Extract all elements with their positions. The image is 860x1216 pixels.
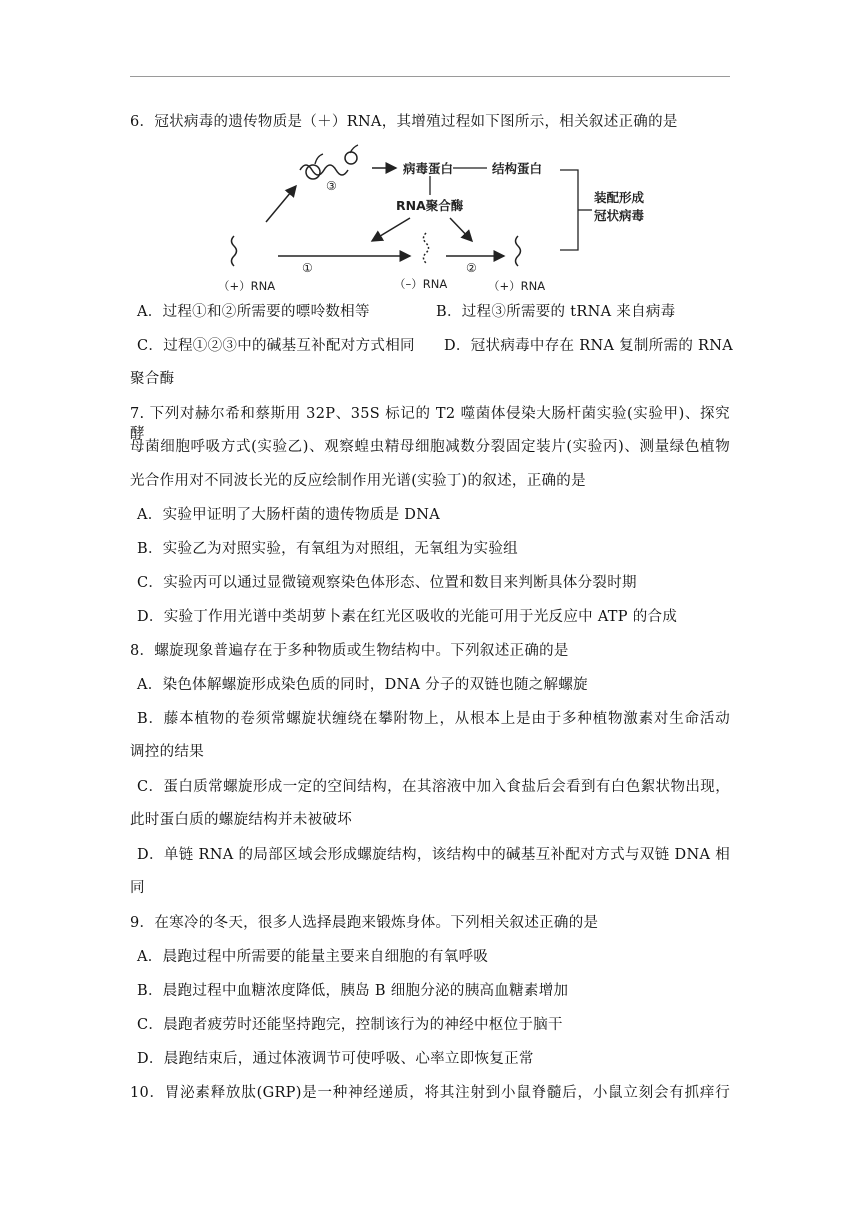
q7-option-a: A．实验甲证明了大肠杆菌的遗传物质是 DNA (137, 507, 440, 523)
step3-label: ③ (326, 179, 337, 193)
step1-label: ① (302, 261, 313, 275)
assembly-bracket (560, 170, 578, 250)
viral-protein-label: 病毒蛋白 (403, 161, 454, 176)
step2-label: ② (466, 261, 477, 275)
polymerase-to-step1-arrow (372, 218, 410, 241)
ribosome-translation-icon (300, 145, 358, 179)
q8-option-d: D．单链 RNA 的局部区域会形成螺旋结构，该结构中的碱基互补配对方式与双链 DNA 相 (137, 847, 730, 863)
q7-option-d: D．实验丁作用光谱中类胡萝卜素在红光区吸收的光能可用于光反应中 ATP 的合成 (137, 609, 678, 625)
q7-stem-line3: 光合作用对不同波长光的反应绘制作用光谱(实验丁)的叙述，正确的是 (130, 473, 586, 489)
q6-option-a: A．过程①和②所需要的嘌呤数相等 (137, 304, 370, 320)
q9-option-d: D．晨跑结束后，通过体液调节可使呼吸、心率立即恢复正常 (137, 1051, 534, 1067)
q7-option-b: B．实验乙为对照实验，有氧组为对照组，无氧组为实验组 (137, 541, 518, 557)
polymerase-to-step2-arrow (450, 218, 472, 241)
q8-stem: 8．螺旋现象普遍存在于多种物质或生物结构中。下列叙述正确的是 (130, 643, 569, 659)
q8-option-d-cont: 同 (130, 880, 145, 896)
plus-rna-right-icon (516, 236, 521, 266)
q8-option-b: B．藤本植物的卷须常螺旋状缠绕在攀附物上，从根本上是由于多种植物激素对生命活动 (137, 711, 730, 727)
q9-option-c: C．晨跑者疲劳时还能坚持跑完，控制该行为的神经中枢位于脑干 (137, 1017, 563, 1033)
q9-option-a: A．晨跑过程中所需要的能量主要来自细胞的有氧呼吸 (137, 949, 489, 965)
q6-option-c: C．过程①②③中的碱基互补配对方式相同 (137, 338, 415, 354)
q7-stem-line2: 母菌细胞呼吸方式(实验乙)、观察蝗虫精母细胞减数分裂固定装片(实验丙)、测量绿色植物 (130, 439, 730, 455)
q8-option-b-cont: 调控的结果 (130, 744, 204, 760)
q9-stem: 9．在寒冷的冬天，很多人选择晨跑来锻炼身体。下列相关叙述正确的是 (130, 915, 599, 931)
plus-rna-left-label: （+）RNA (218, 279, 276, 293)
assembly-label-line2: 冠状病毒 (594, 208, 645, 223)
rna-to-translation-arrow (266, 186, 296, 222)
q8-option-a: A．染色体解螺旋形成染色质的同时，DNA 分子的双链也随之解螺旋 (137, 677, 588, 693)
q7-stem-line1: 7. 下列对赫尔希和蔡斯用 32P、35S 标记的 T2 噬菌体侵染大肠杆菌实验(实验甲)、探究酵 (130, 406, 730, 442)
coronavirus-replication-diagram (200, 140, 660, 300)
q6-option-d-cont: 聚合酶 (130, 371, 175, 387)
q8-option-c-cont: 此时蛋白质的螺旋结构并未被破坏 (130, 812, 352, 828)
header-rule (130, 76, 730, 77)
q6-stem: 6．冠状病毒的遗传物质是（＋）RNA，其增殖过程如下图所示，相关叙述正确的是 (130, 114, 678, 130)
plus-rna-right-label: （+）RNA (488, 279, 546, 293)
structural-protein-label: 结构蛋白 (492, 161, 543, 176)
assembly-label-line1: 装配形成 (594, 190, 645, 205)
rna-polymerase-label: RNA聚合酶 (396, 198, 464, 213)
q8-option-c: C．蛋白质常螺旋形成一定的空间结构，在其溶液中加入食盐后会看到有白色絮状物出现， (137, 779, 730, 795)
q9-option-b: B．晨跑过程中血糖浓度降低，胰岛 B 细胞分泌的胰高血糖素增加 (137, 983, 569, 999)
q10-stem: 10．胃泌素释放肽(GRP)是一种神经递质，将其注射到小鼠脊髓后，小鼠立刻会有抓痒行 (130, 1085, 730, 1101)
minus-rna-icon (424, 233, 429, 263)
q7-option-c: C．实验丙可以通过显微镜观察染色体形态、位置和数目来判断具体分裂时期 (137, 575, 637, 591)
q6-option-d: D．冠状病毒中存在 RNA 复制所需的 RNA (444, 338, 734, 354)
minus-rna-label: （–）RNA (394, 277, 448, 291)
plus-rna-left-icon (232, 236, 237, 266)
q6-option-b: B．过程③所需要的 tRNA 来自病毒 (436, 304, 676, 320)
